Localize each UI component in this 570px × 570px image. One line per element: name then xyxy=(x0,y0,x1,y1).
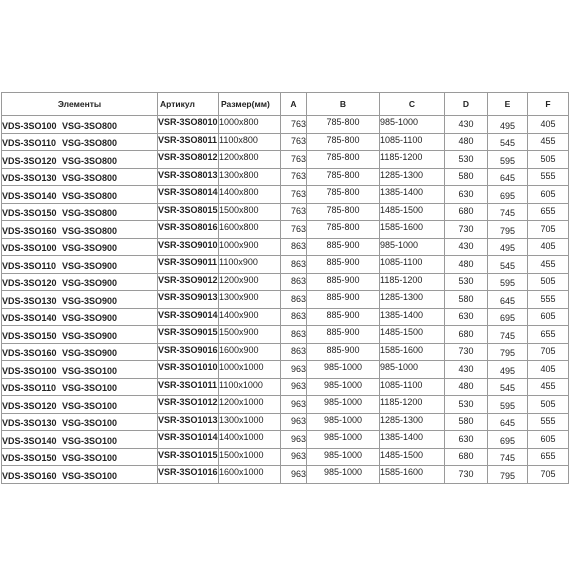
table-row xyxy=(2,413,569,431)
article-cell: VSR-3SO9011 xyxy=(158,256,219,274)
table-row xyxy=(2,431,569,449)
element-door: VDS-3SO140 xyxy=(2,190,57,201)
elements-cell xyxy=(2,133,158,151)
a-cell: 763 xyxy=(281,221,307,239)
element-door: VDS-3SO100 xyxy=(2,365,57,376)
element-door: VDS-3SO160 xyxy=(2,348,57,358)
d-cell: 580 xyxy=(445,413,488,431)
size-cell: 1100x1000 xyxy=(219,378,281,396)
d-cell: 530 xyxy=(445,273,488,291)
table-row xyxy=(2,203,569,221)
c-cell: 985-1000 xyxy=(380,361,445,379)
element-glass: VSG-3SO900 xyxy=(62,278,118,288)
article-cell: VSR-3SO8014 xyxy=(158,186,219,204)
element-door: VDS-3SO150 xyxy=(2,453,57,463)
article-cell: VSR-3SO1015 xyxy=(158,448,219,466)
size-cell: 1300x900 xyxy=(219,291,281,309)
d-cell: 630 xyxy=(445,308,488,326)
size-cell: 1100x800 xyxy=(219,133,281,151)
element-glass: VSG-3SO900 xyxy=(62,330,118,341)
d-cell: 530 xyxy=(445,396,488,414)
table-row xyxy=(2,116,569,134)
article-cell: VSR-3SO8012 xyxy=(158,151,219,169)
article-cell: VSR-3SO8010 xyxy=(158,116,219,134)
b-cell: 885-900 xyxy=(307,308,380,326)
element-door: VDS-3SO110 xyxy=(2,383,57,393)
c-cell: 1085-1100 xyxy=(380,378,445,396)
a-cell: 863 xyxy=(281,291,307,309)
size-cell: 1500x1000 xyxy=(219,448,281,466)
element-glass: VSG-3SO800 xyxy=(62,225,118,236)
f-cell: 405 xyxy=(528,238,569,256)
table-row xyxy=(2,256,569,274)
elements-cell xyxy=(2,308,158,326)
table-row xyxy=(2,291,569,309)
c-cell: 1185-1200 xyxy=(380,151,445,169)
c-cell: 1185-1200 xyxy=(380,273,445,291)
e-cell: 795 xyxy=(488,221,528,239)
elements-cell xyxy=(2,396,158,414)
c-cell: 1485-1500 xyxy=(380,203,445,221)
size-cell: 1500x800 xyxy=(219,203,281,221)
f-cell: 405 xyxy=(528,361,569,379)
header-c: C xyxy=(380,93,445,116)
element-glass: VSG-3SO800 xyxy=(62,155,118,166)
article-cell: VSR-3SO1014 xyxy=(158,431,219,449)
size-cell: 1600x1000 xyxy=(219,466,281,484)
elements-cell xyxy=(2,361,158,379)
element-glass: VSG-3SO900 xyxy=(62,313,118,323)
f-cell: 655 xyxy=(528,326,569,344)
header-d: D xyxy=(445,93,488,116)
element-door: VDS-3SO130 xyxy=(2,418,57,428)
e-cell: 495 xyxy=(488,361,528,379)
article-cell: VSR-3SO1012 xyxy=(158,396,219,414)
f-cell: 505 xyxy=(528,273,569,291)
e-cell: 595 xyxy=(488,396,528,414)
table-row xyxy=(2,308,569,326)
element-glass: VSG-3SO100 xyxy=(62,400,118,411)
d-cell: 430 xyxy=(445,361,488,379)
a-cell: 863 xyxy=(281,326,307,344)
article-cell: VSR-3SO9010 xyxy=(158,238,219,256)
c-cell: 1585-1600 xyxy=(380,221,445,239)
d-cell: 730 xyxy=(445,221,488,239)
d-cell: 480 xyxy=(445,378,488,396)
element-glass: VSG-3SO800 xyxy=(62,173,118,183)
e-cell: 695 xyxy=(488,431,528,449)
element-glass: VSG-3SO100 xyxy=(62,435,118,446)
size-cell: 1000x900 xyxy=(219,238,281,256)
header-e: E xyxy=(488,93,528,116)
e-cell: 745 xyxy=(488,448,528,466)
b-cell: 985-1000 xyxy=(307,396,380,414)
c-cell: 1085-1100 xyxy=(380,133,445,151)
element-door: VDS-3SO110 xyxy=(2,138,57,148)
e-cell: 545 xyxy=(488,133,528,151)
d-cell: 730 xyxy=(445,343,488,361)
f-cell: 705 xyxy=(528,343,569,361)
e-cell: 745 xyxy=(488,203,528,221)
element-door: VDS-3SO120 xyxy=(2,278,57,288)
table-row xyxy=(2,378,569,396)
c-cell: 985-1000 xyxy=(380,116,445,134)
size-cell: 1000x800 xyxy=(219,116,281,134)
element-door: VDS-3SO150 xyxy=(2,208,57,218)
table-row xyxy=(2,396,569,414)
b-cell: 985-1000 xyxy=(307,431,380,449)
a-cell: 963 xyxy=(281,361,307,379)
e-cell: 595 xyxy=(488,151,528,169)
a-cell: 763 xyxy=(281,133,307,151)
a-cell: 963 xyxy=(281,396,307,414)
c-cell: 1085-1100 xyxy=(380,256,445,274)
size-cell: 1300x800 xyxy=(219,168,281,186)
table-row xyxy=(2,133,569,151)
elements-cell xyxy=(2,326,158,344)
c-cell: 1585-1600 xyxy=(380,343,445,361)
b-cell: 785-800 xyxy=(307,203,380,221)
b-cell: 885-900 xyxy=(307,273,380,291)
d-cell: 680 xyxy=(445,448,488,466)
elements-cell xyxy=(2,431,158,449)
size-cell: 1000x1000 xyxy=(219,361,281,379)
article-cell: VSR-3SO9015 xyxy=(158,326,219,344)
b-cell: 985-1000 xyxy=(307,413,380,431)
element-door: VDS-3SO130 xyxy=(2,295,57,306)
a-cell: 863 xyxy=(281,308,307,326)
f-cell: 555 xyxy=(528,413,569,431)
e-cell: 795 xyxy=(488,343,528,361)
c-cell: 985-1000 xyxy=(380,238,445,256)
element-glass: VSG-3SO800 xyxy=(62,208,118,218)
b-cell: 785-800 xyxy=(307,186,380,204)
e-cell: 645 xyxy=(488,291,528,309)
f-cell: 605 xyxy=(528,186,569,204)
c-cell: 1585-1600 xyxy=(380,466,445,484)
elements-cell xyxy=(2,116,158,134)
table-row xyxy=(2,466,569,484)
element-glass: VSG-3SO800 xyxy=(62,138,118,148)
elements-cell xyxy=(2,378,158,396)
e-cell: 495 xyxy=(488,238,528,256)
a-cell: 963 xyxy=(281,448,307,466)
a-cell: 763 xyxy=(281,168,307,186)
spec-table xyxy=(1,92,569,484)
size-cell: 1300x1000 xyxy=(219,413,281,431)
element-door: VDS-3SO160 xyxy=(2,470,57,481)
a-cell: 863 xyxy=(281,256,307,274)
header-f: F xyxy=(528,93,569,116)
header-b: B xyxy=(307,93,380,116)
elements-cell xyxy=(2,203,158,221)
article-cell: VSR-3SO8011 xyxy=(158,133,219,151)
c-cell: 1485-1500 xyxy=(380,326,445,344)
e-cell: 545 xyxy=(488,378,528,396)
element-glass: VSG-3SO800 xyxy=(62,120,118,131)
d-cell: 630 xyxy=(445,431,488,449)
d-cell: 680 xyxy=(445,203,488,221)
f-cell: 555 xyxy=(528,168,569,186)
c-cell: 1385-1400 xyxy=(380,186,445,204)
d-cell: 430 xyxy=(445,116,488,134)
article-cell: VSR-3SO9016 xyxy=(158,343,219,361)
a-cell: 963 xyxy=(281,413,307,431)
e-cell: 595 xyxy=(488,273,528,291)
article-cell: VSR-3SO9013 xyxy=(158,291,219,309)
b-cell: 985-1000 xyxy=(307,466,380,484)
article-cell: VSR-3SO1011 xyxy=(158,378,219,396)
d-cell: 680 xyxy=(445,326,488,344)
b-cell: 785-800 xyxy=(307,116,380,134)
element-glass: VSG-3SO900 xyxy=(62,348,118,358)
c-cell: 1285-1300 xyxy=(380,291,445,309)
table-row xyxy=(2,273,569,291)
f-cell: 405 xyxy=(528,116,569,134)
size-cell: 1600x900 xyxy=(219,343,281,361)
article-cell: VSR-3SO1016 xyxy=(158,466,219,484)
e-cell: 495 xyxy=(488,116,528,134)
table-row xyxy=(2,448,569,466)
element-door: VDS-3SO140 xyxy=(2,435,57,446)
table-row xyxy=(2,238,569,256)
a-cell: 963 xyxy=(281,466,307,484)
f-cell: 705 xyxy=(528,221,569,239)
b-cell: 985-1000 xyxy=(307,378,380,396)
a-cell: 863 xyxy=(281,343,307,361)
elements-cell xyxy=(2,238,158,256)
a-cell: 963 xyxy=(281,431,307,449)
size-cell: 1500x900 xyxy=(219,326,281,344)
f-cell: 455 xyxy=(528,133,569,151)
element-glass: VSG-3SO100 xyxy=(62,383,118,393)
c-cell: 1285-1300 xyxy=(380,168,445,186)
c-cell: 1485-1500 xyxy=(380,448,445,466)
elements-cell xyxy=(2,448,158,466)
header-article: Артикул xyxy=(158,93,219,116)
size-cell: 1400x1000 xyxy=(219,431,281,449)
elements-cell xyxy=(2,466,158,484)
article-cell: VSR-3SO1013 xyxy=(158,413,219,431)
size-cell: 1100x900 xyxy=(219,256,281,274)
d-cell: 580 xyxy=(445,291,488,309)
c-cell: 1385-1400 xyxy=(380,431,445,449)
f-cell: 655 xyxy=(528,203,569,221)
b-cell: 885-900 xyxy=(307,343,380,361)
e-cell: 795 xyxy=(488,466,528,484)
f-cell: 605 xyxy=(528,308,569,326)
element-door: VDS-3SO150 xyxy=(2,330,57,341)
e-cell: 645 xyxy=(488,168,528,186)
header-row xyxy=(2,93,569,116)
table-row xyxy=(2,343,569,361)
elements-cell xyxy=(2,168,158,186)
header-size: Размер(мм) xyxy=(219,93,281,116)
a-cell: 963 xyxy=(281,378,307,396)
a-cell: 763 xyxy=(281,186,307,204)
b-cell: 785-800 xyxy=(307,151,380,169)
d-cell: 480 xyxy=(445,256,488,274)
element-door: VDS-3SO120 xyxy=(2,400,57,411)
b-cell: 885-900 xyxy=(307,256,380,274)
b-cell: 985-1000 xyxy=(307,361,380,379)
f-cell: 555 xyxy=(528,291,569,309)
header-a: A xyxy=(281,93,307,116)
b-cell: 785-800 xyxy=(307,168,380,186)
size-cell: 1200x1000 xyxy=(219,396,281,414)
article-cell: VSR-3SO8015 xyxy=(158,203,219,221)
elements-cell xyxy=(2,186,158,204)
a-cell: 863 xyxy=(281,273,307,291)
b-cell: 885-900 xyxy=(307,291,380,309)
b-cell: 785-800 xyxy=(307,133,380,151)
element-door: VDS-3SO130 xyxy=(2,173,57,183)
element-door: VDS-3SO100 xyxy=(2,120,57,131)
element-door: VDS-3SO110 xyxy=(2,260,57,271)
elements-cell xyxy=(2,151,158,169)
table-row xyxy=(2,326,569,344)
element-glass: VSG-3SO900 xyxy=(62,260,118,271)
element-glass: VSG-3SO900 xyxy=(62,295,118,306)
element-door: VDS-3SO140 xyxy=(2,313,57,323)
size-cell: 1400x800 xyxy=(219,186,281,204)
f-cell: 705 xyxy=(528,466,569,484)
e-cell: 545 xyxy=(488,256,528,274)
table-row xyxy=(2,168,569,186)
c-cell: 1185-1200 xyxy=(380,396,445,414)
a-cell: 763 xyxy=(281,116,307,134)
b-cell: 785-800 xyxy=(307,221,380,239)
b-cell: 985-1000 xyxy=(307,448,380,466)
e-cell: 695 xyxy=(488,308,528,326)
table-row xyxy=(2,151,569,169)
e-cell: 745 xyxy=(488,326,528,344)
table-row xyxy=(2,361,569,379)
b-cell: 885-900 xyxy=(307,238,380,256)
size-cell: 1200x800 xyxy=(219,151,281,169)
article-cell: VSR-3SO1010 xyxy=(158,361,219,379)
article-cell: VSR-3SO9012 xyxy=(158,273,219,291)
f-cell: 605 xyxy=(528,431,569,449)
elements-cell xyxy=(2,413,158,431)
elements-cell xyxy=(2,291,158,309)
a-cell: 763 xyxy=(281,151,307,169)
element-glass: VSG-3SO100 xyxy=(62,365,118,376)
f-cell: 505 xyxy=(528,151,569,169)
elements-cell xyxy=(2,343,158,361)
d-cell: 530 xyxy=(445,151,488,169)
d-cell: 580 xyxy=(445,168,488,186)
elements-cell xyxy=(2,221,158,239)
c-cell: 1285-1300 xyxy=(380,413,445,431)
f-cell: 455 xyxy=(528,378,569,396)
element-door: VDS-3SO100 xyxy=(2,243,57,253)
elements-cell xyxy=(2,256,158,274)
article-cell: VSR-3SO8016 xyxy=(158,221,219,239)
a-cell: 763 xyxy=(281,203,307,221)
element-glass: VSG-3SO100 xyxy=(62,418,118,428)
d-cell: 730 xyxy=(445,466,488,484)
table-row xyxy=(2,221,569,239)
element-glass: VSG-3SO800 xyxy=(62,190,118,201)
c-cell: 1385-1400 xyxy=(380,308,445,326)
table-row xyxy=(2,186,569,204)
element-glass: VSG-3SO100 xyxy=(62,453,118,463)
header-elements: Элементы xyxy=(2,93,158,116)
element-door: VDS-3SO160 xyxy=(2,225,57,236)
element-glass: VSG-3SO900 xyxy=(62,243,118,253)
b-cell: 885-900 xyxy=(307,326,380,344)
f-cell: 505 xyxy=(528,396,569,414)
article-cell: VSR-3SO8013 xyxy=(158,168,219,186)
e-cell: 695 xyxy=(488,186,528,204)
article-cell: VSR-3SO9014 xyxy=(158,308,219,326)
e-cell: 645 xyxy=(488,413,528,431)
size-cell: 1200x900 xyxy=(219,273,281,291)
d-cell: 430 xyxy=(445,238,488,256)
size-cell: 1600x800 xyxy=(219,221,281,239)
f-cell: 655 xyxy=(528,448,569,466)
element-door: VDS-3SO120 xyxy=(2,155,57,166)
elements-cell xyxy=(2,273,158,291)
d-cell: 630 xyxy=(445,186,488,204)
element-glass: VSG-3SO100 xyxy=(62,470,118,481)
d-cell: 480 xyxy=(445,133,488,151)
size-cell: 1400x900 xyxy=(219,308,281,326)
a-cell: 863 xyxy=(281,238,307,256)
f-cell: 455 xyxy=(528,256,569,274)
